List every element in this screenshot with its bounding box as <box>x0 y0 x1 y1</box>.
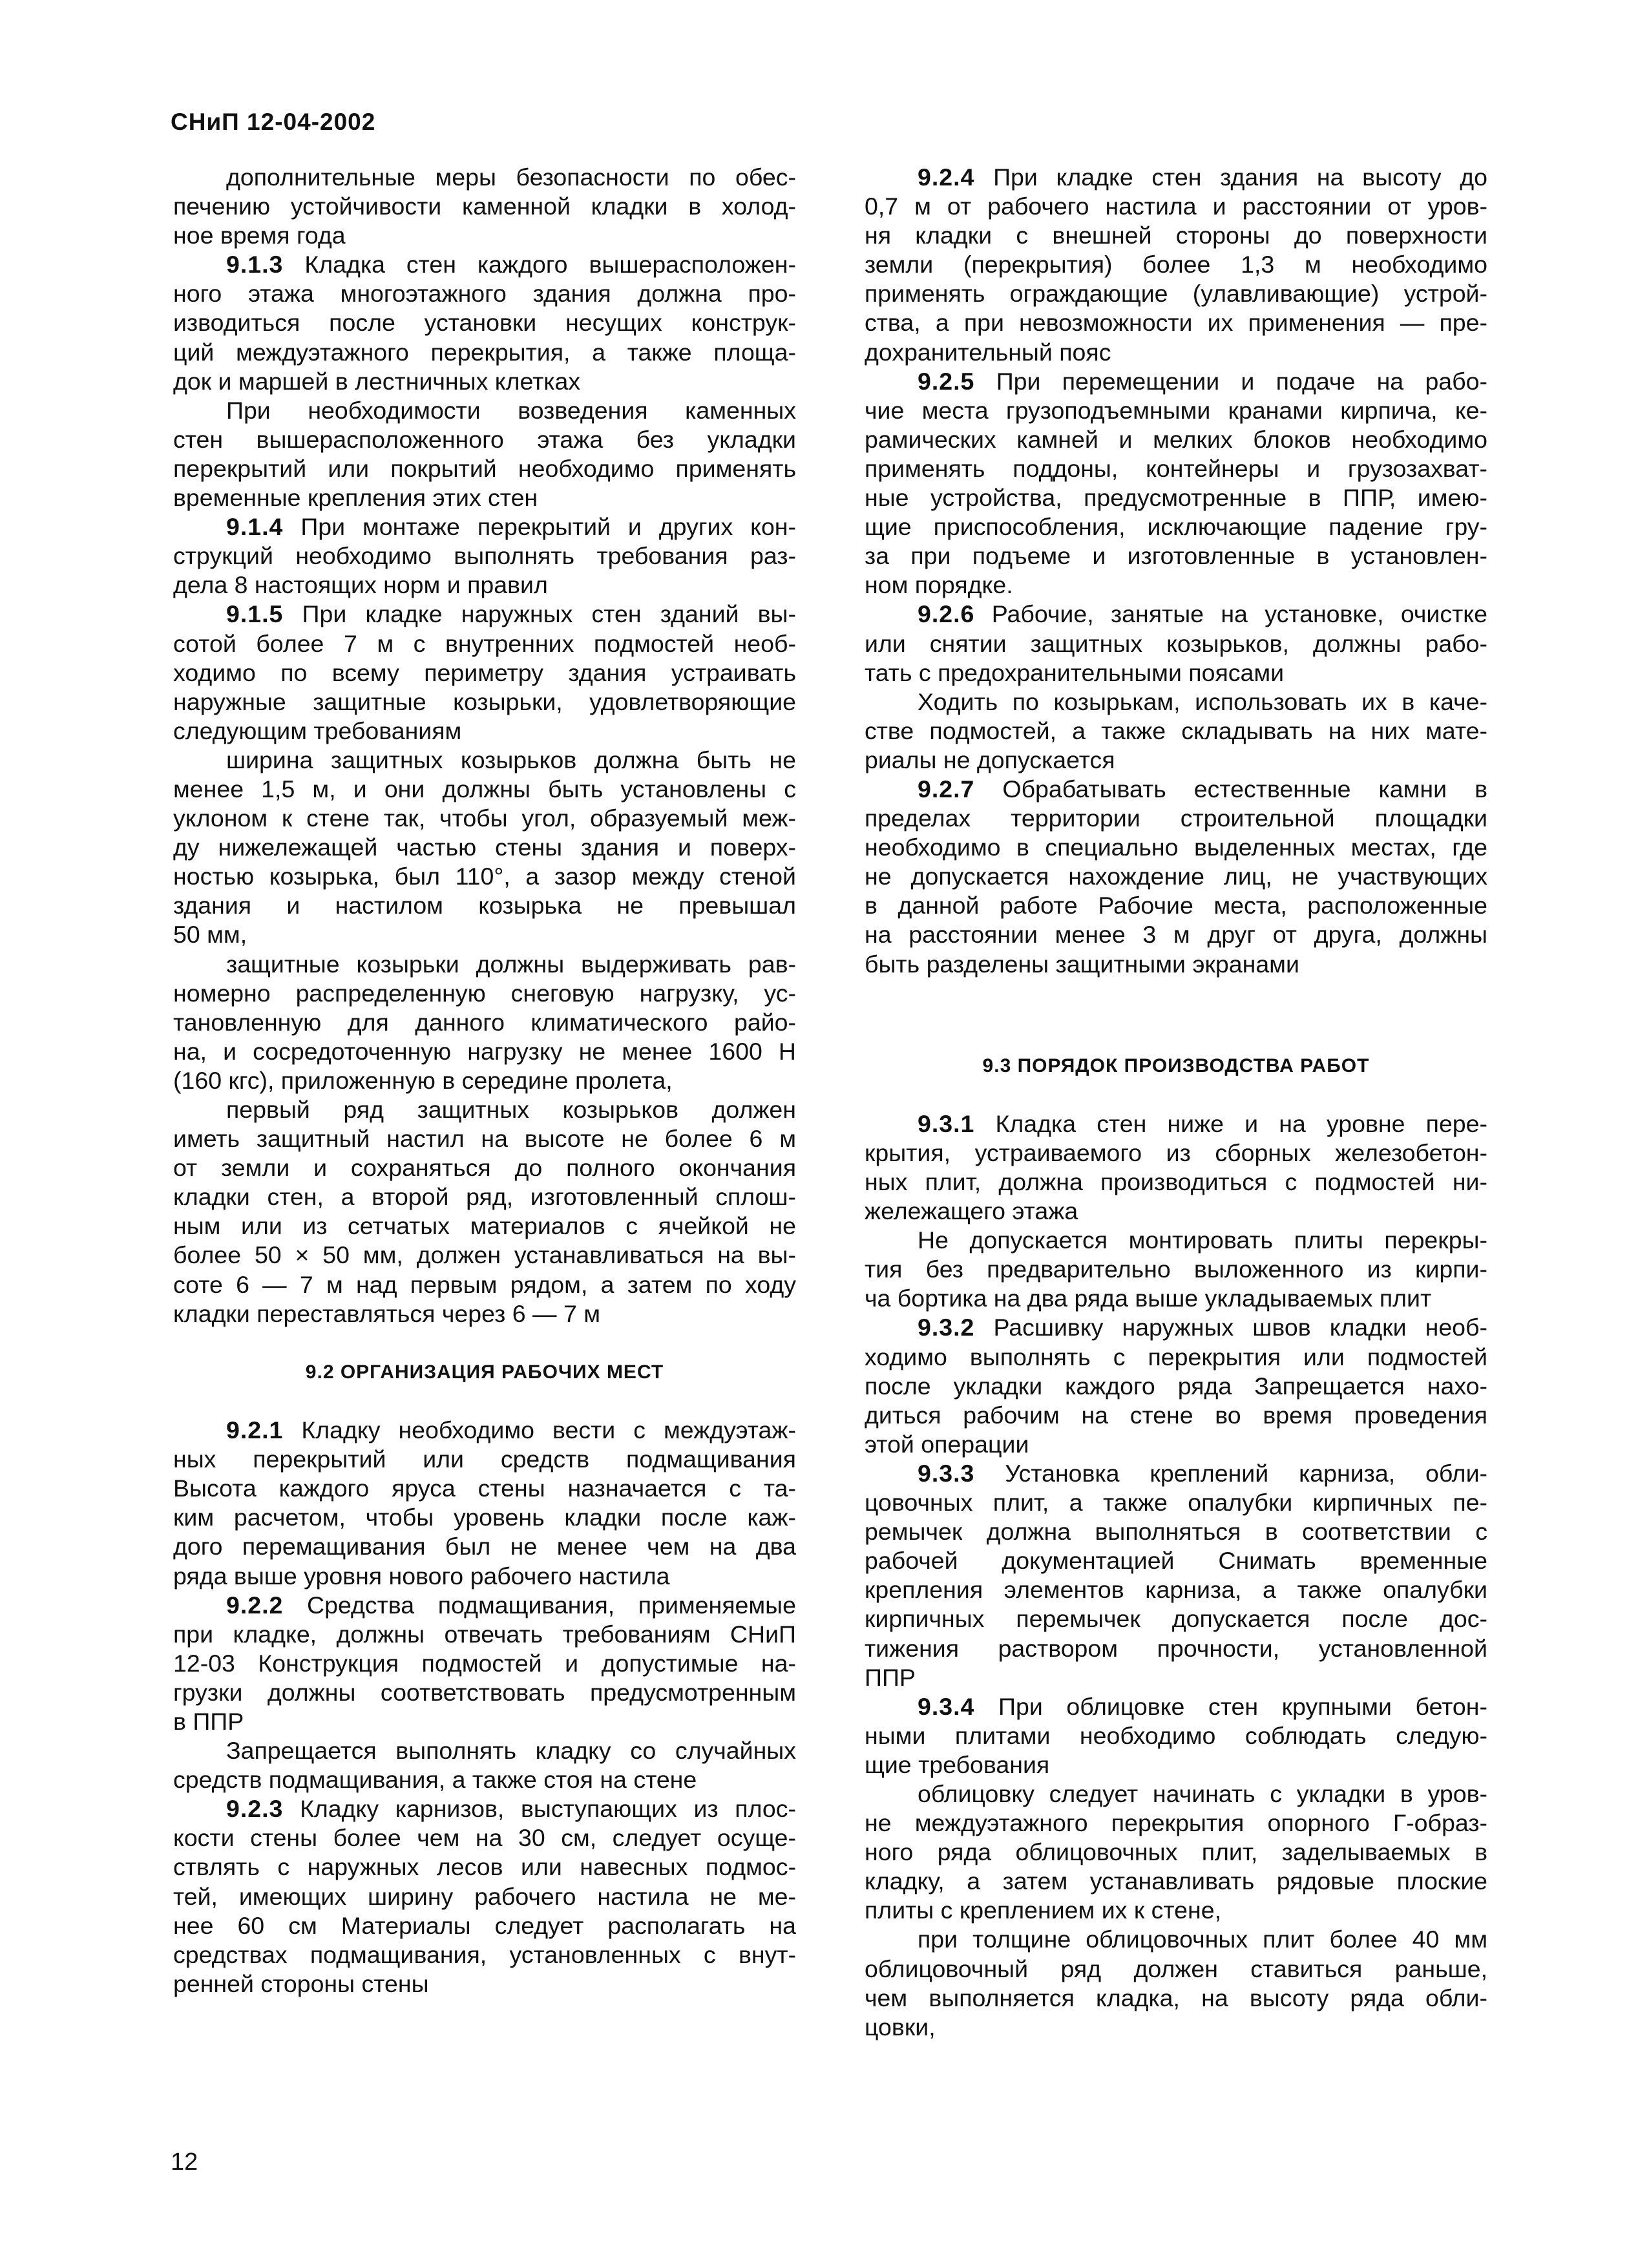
line-text: менее 1,5 м, и они должны быть установлены с <box>173 775 796 803</box>
text-line <box>173 1416 796 1445</box>
line-text: При перемещении и подаче на рабо- <box>974 367 1487 395</box>
text-line <box>865 950 1487 979</box>
text-line <box>173 1153 796 1182</box>
text-line <box>173 1299 796 1328</box>
line-text: цовочных плит, а также опалубки кирпичных пе- <box>865 1489 1487 1517</box>
text-line <box>173 512 796 541</box>
text-line <box>173 1037 796 1066</box>
text-line <box>173 1532 796 1561</box>
text-line <box>865 1896 1487 1925</box>
clause-number: 9.1.4 <box>226 513 284 541</box>
text-line <box>865 454 1487 483</box>
text-line <box>865 717 1487 746</box>
line-text: ных перекрытий или средств подмащивания <box>173 1445 796 1473</box>
text-line <box>865 600 1487 629</box>
text-line <box>173 1678 796 1707</box>
line-text: уклоном к стене так, чтобы угол, образуемый меж- <box>173 804 796 832</box>
line-text: тижения раствором прочности, установленной <box>865 1634 1487 1662</box>
line-text: струкций необходимо выполнять требования раз- <box>173 542 796 570</box>
text-line <box>865 1372 1487 1401</box>
line-text: Кладку необходимо вести с междуэтаж- <box>283 1416 796 1444</box>
line-text: здания и настилом козырька не превышал <box>173 892 796 919</box>
text-line <box>173 833 796 862</box>
clause-number: 9.2.6 <box>918 600 975 628</box>
text-line <box>173 688 796 717</box>
line-text: ду нижележащей частью стены здания и поверх- <box>173 834 796 861</box>
line-text: от земли и сохраняться до полного окончания <box>173 1154 796 1182</box>
text-line <box>173 1882 796 1911</box>
text-line <box>173 1794 796 1823</box>
text-line <box>865 1197 1487 1226</box>
text-line <box>865 396 1487 425</box>
line-text: быть разделены защитными экранами <box>865 950 1299 978</box>
text-line <box>173 1445 796 1474</box>
text-line <box>865 338 1487 367</box>
text-line <box>865 1517 1487 1546</box>
line-text: При необходимости возведения каменных <box>226 396 796 424</box>
text-line <box>173 950 796 979</box>
line-text: дополнительные меры безопасности по обес- <box>226 163 796 191</box>
line-text: ренней стороны стены <box>173 1969 429 1997</box>
text-line <box>865 920 1487 949</box>
line-text: ширина защитных козырьков должна быть не <box>226 746 796 773</box>
line-text: ций междуэтажного перекрытия, а также площа- <box>173 338 796 366</box>
line-text: временные крепления этих стен <box>173 484 538 512</box>
text-line <box>173 571 796 600</box>
line-text: Средства подмащивания, применяемые <box>283 1591 796 1619</box>
line-text: тать с предохранительными поясами <box>865 658 1285 686</box>
text-line <box>865 483 1487 512</box>
text-line <box>865 1430 1487 1459</box>
text-line <box>865 688 1487 717</box>
clause-number: 9.2.7 <box>918 775 975 803</box>
line-text: жележащего этажа <box>865 1197 1078 1225</box>
text-line <box>865 1168 1487 1197</box>
text-line <box>173 1591 796 1620</box>
text-line <box>173 746 796 775</box>
text-line <box>173 308 796 337</box>
line-text: ные устройства, предусмотренные в ППР, имею- <box>865 484 1487 512</box>
section-heading: 9.3 ПОРЯДОК ПРОИЗВОДСТВА РАБОТ <box>982 1055 1370 1076</box>
line-text: док и маршей в лестничных клетках <box>173 367 581 395</box>
text-line <box>865 541 1487 571</box>
line-text: при кладке, должны отвечать требованиям СНиП <box>173 1620 796 1648</box>
text-line <box>865 1401 1487 1430</box>
text-line <box>865 1692 1487 1721</box>
text-line <box>173 1823 796 1853</box>
line-text: изводиться после установки несущих конструк- <box>173 309 796 337</box>
text-line <box>173 1853 796 1882</box>
line-text: ППР <box>865 1663 916 1691</box>
line-text: ходимо выполнять с перекрытия или подмостей <box>865 1343 1487 1370</box>
line-text: на, и сосредоточенную нагрузку не менее 1600 Н <box>173 1037 796 1065</box>
line-text: При кладке наружных стен зданий вы- <box>283 600 796 628</box>
text-line <box>173 163 796 192</box>
text-line <box>173 1969 796 1999</box>
line-text: При облицовке стен крупными бетон- <box>974 1692 1487 1720</box>
text-line <box>865 658 1487 688</box>
clause-number: 9.3.4 <box>918 1692 975 1720</box>
line-text: в ППР <box>173 1707 244 1735</box>
line-text: тей, имеющих ширину рабочего настила не ме- <box>173 1882 796 1910</box>
text-line <box>173 338 796 367</box>
line-text: диться рабочим на стене во время проведения <box>865 1401 1487 1429</box>
line-text: соте 6 — 7 м над первым рядом, а затем по ходу <box>173 1270 796 1298</box>
text-line <box>865 1838 1487 1867</box>
line-text: Кладка стен ниже и на уровне пере- <box>974 1109 1487 1137</box>
line-text: крепления элементов карниза, а также опалубки <box>865 1576 1487 1604</box>
text-line <box>173 1940 796 1969</box>
line-text: ряда выше уровня нового рабочего настила <box>173 1562 670 1590</box>
line-text: При кладке стен здания на высоту до <box>974 163 1487 191</box>
line-text: необходимо в специально выделенных местах, где <box>865 834 1487 861</box>
text-line <box>865 308 1487 337</box>
text-line <box>865 1575 1487 1604</box>
line-text: применять ограждающие (улавливающие) устрой- <box>865 280 1487 308</box>
line-text: Ходить по козырькам, использовать их в каче- <box>918 688 1487 715</box>
text-line <box>865 1226 1487 1255</box>
text-line <box>865 221 1487 250</box>
text-line <box>865 571 1487 600</box>
text-line <box>173 1562 796 1591</box>
line-text: кирпичных перемычек допускается после дос- <box>865 1605 1487 1633</box>
line-text: средств подмащивания, а также стоя на стене <box>173 1766 697 1794</box>
line-text: ностью козырька, был 110°, а зазор между стеной <box>173 863 796 890</box>
text-line <box>865 1750 1487 1780</box>
line-text: ных плит, должна производиться с подмостей ни- <box>865 1168 1487 1195</box>
text-line <box>865 746 1487 775</box>
text-line <box>865 891 1487 920</box>
text-line <box>173 862 796 891</box>
line-text: ном порядке. <box>865 571 1013 599</box>
line-text: ными плитами необходимо соблюдать следую- <box>865 1721 1487 1749</box>
text-line <box>173 192 796 221</box>
line-text: щие приспособления, исключающие падение гру- <box>865 513 1487 541</box>
text-line <box>865 1488 1487 1517</box>
text-line <box>173 979 796 1008</box>
line-text: за при подъеме и изготовленные в установлен- <box>865 542 1487 570</box>
text-line <box>865 1809 1487 1838</box>
line-text: стве подмостей, а также складывать на них мате- <box>865 717 1487 744</box>
text-line <box>865 1721 1487 1750</box>
text-line <box>173 1182 796 1212</box>
line-text: 0,7 м от рабочего настила и расстоянии от уров- <box>865 193 1487 220</box>
text-line <box>173 1124 796 1153</box>
text-line <box>865 1139 1487 1168</box>
line-text: рамических камней и мелких блоков необходимо <box>865 425 1487 453</box>
line-text: перекрытий или покрытий необходимо применять <box>173 454 796 482</box>
page-number: 12 <box>171 2148 198 2176</box>
line-text: на расстоянии менее 3 м друг от друга, должны <box>865 921 1487 949</box>
text-line <box>865 1867 1487 1896</box>
text-line <box>173 221 796 250</box>
text-line <box>173 396 796 425</box>
text-line <box>173 1095 796 1124</box>
text-line <box>865 1343 1487 1372</box>
text-line <box>173 1008 796 1037</box>
line-text: защитные козырьки должны выдерживать рав- <box>226 950 796 978</box>
line-text: плиты с креплением их к стене, <box>865 1896 1222 1924</box>
line-text: цовки, <box>865 2013 936 2041</box>
text-line <box>173 279 796 308</box>
clause-number: 9.1.5 <box>226 600 284 628</box>
line-text: или снятии защитных козырьков, должны рабо- <box>865 629 1487 657</box>
line-text: дела 8 настоящих норм и правил <box>173 571 548 599</box>
line-text: чие места грузоподъемными кранами кирпича, ке- <box>865 396 1487 424</box>
text-line <box>865 1780 1487 1809</box>
line-text: ремычек должна выполняться в соответствии с <box>865 1518 1487 1546</box>
line-text: Не допускается монтировать плиты перекры- <box>918 1226 1487 1254</box>
line-text: тия без предварительно выложенного из кирпи- <box>865 1255 1487 1283</box>
left-column <box>173 163 796 1999</box>
line-text: Обрабатывать естественные камни в <box>974 775 1487 803</box>
text-line <box>173 1707 796 1736</box>
text-line <box>865 1109 1487 1139</box>
spacer <box>865 979 1487 1051</box>
text-line <box>173 454 796 483</box>
line-text: более 50 × 50 мм, должен устанавливаться на вы- <box>173 1241 796 1269</box>
text-line <box>173 1765 796 1794</box>
line-text: наружные защитные козырьки, удовлетворяющие <box>173 688 796 715</box>
text-line <box>865 1663 1487 1692</box>
line-text: иметь защитный настил на высоте не более 6 м <box>173 1125 796 1153</box>
clause-number: 9.3.1 <box>918 1109 975 1137</box>
line-text: Расшивку наружных швов кладки необ- <box>974 1314 1487 1341</box>
line-text: ное время года <box>173 222 346 249</box>
text-line <box>173 1066 796 1095</box>
text-line <box>173 920 796 949</box>
clause-number: 9.3.2 <box>918 1314 975 1341</box>
text-line <box>173 250 796 279</box>
line-text: Кладку карнизов, выступающих из плос- <box>283 1795 796 1823</box>
text-line <box>865 367 1487 396</box>
clause-number: 9.3.3 <box>918 1459 975 1487</box>
line-text: нее 60 см Материалы следует располагать на <box>173 1911 796 1939</box>
text-line <box>865 862 1487 891</box>
line-text: облицовочный ряд должен ставиться раньше, <box>865 1955 1487 1982</box>
line-text: Установка креплений карниза, обли- <box>974 1459 1487 1487</box>
line-text: грузки должны соответствовать предусмотренным <box>173 1678 796 1706</box>
line-text: не допускается нахождение лиц, не участвующих <box>865 863 1487 890</box>
text-line <box>865 1313 1487 1342</box>
line-text: рабочей документацией Снимать временные <box>865 1547 1487 1575</box>
line-text: (160 кгс), приложенную в середине пролета, <box>173 1066 673 1094</box>
line-text: этой операции <box>865 1430 1029 1458</box>
text-line <box>173 541 796 571</box>
text-line <box>865 425 1487 454</box>
text-line <box>173 775 796 804</box>
text-line <box>173 1649 796 1678</box>
spacer <box>865 1080 1487 1109</box>
line-text: ча бортика на два ряда выше укладываемых плит <box>865 1285 1432 1312</box>
line-text: ходимо по всему периметру здания устраивать <box>173 658 796 686</box>
line-text: Высота каждого яруса стены назначается с та- <box>173 1475 796 1502</box>
text-line <box>865 1634 1487 1663</box>
text-line <box>173 1736 796 1765</box>
line-text: чем выполняется кладка, на высоту ряда обли- <box>865 1984 1487 2011</box>
line-text: риалы не допускается <box>865 746 1115 773</box>
text-line <box>173 1503 796 1532</box>
line-text: ного этажа многоэтажного здания должна про- <box>173 280 796 308</box>
text-line <box>865 804 1487 833</box>
clause-number: 9.2.2 <box>226 1591 284 1619</box>
text-line <box>865 1604 1487 1633</box>
text-line <box>173 1241 796 1270</box>
line-text: 12-03 Конструкция подмостей и допустимые на- <box>173 1649 796 1677</box>
text-line <box>173 891 796 920</box>
text-line <box>865 629 1487 658</box>
text-line <box>865 1925 1487 1954</box>
line-text: следующим требованиям <box>173 717 462 744</box>
line-text: Запрещается выполнять кладку со случайных <box>226 1737 796 1765</box>
line-text: земли (перекрытия) более 1,3 м необходимо <box>865 251 1487 278</box>
line-text: в данной работе Рабочие места, расположенные <box>865 892 1487 919</box>
clause-number: 9.2.5 <box>918 367 975 395</box>
line-text: первый ряд защитных козырьков должен <box>226 1096 796 1123</box>
line-text: сотой более 7 м с внутренних подмостей необ- <box>173 629 796 657</box>
line-text: ства, а при невозможности их применения — пре- <box>865 309 1487 337</box>
line-text: кладки переставляться через 6 — 7 м <box>173 1299 601 1327</box>
text-line <box>865 1284 1487 1313</box>
line-text: облицовку следует начинать с укладки в уров- <box>918 1780 1487 1807</box>
line-text: Кладка стен каждого вышерасположен- <box>283 251 796 278</box>
line-text: стен вышерасположенного этажа без укладки <box>173 425 796 453</box>
line-text: Рабочие, занятые на установке, очистке <box>974 600 1487 628</box>
text-line <box>173 1270 796 1299</box>
line-text: после укладки каждого ряда Запрещается нахо- <box>865 1372 1487 1400</box>
line-text: дого перемащивания был не менее чем на два <box>173 1533 796 1560</box>
text-line <box>865 2013 1487 2042</box>
clause-number: 9.1.3 <box>226 251 284 278</box>
line-text: не междуэтажного перекрытия опорного Г-образ- <box>865 1809 1487 1837</box>
line-text: пределах территории строительной площадки <box>865 804 1487 832</box>
line-text: применять поддоны, контейнеры и грузозахват- <box>865 454 1487 482</box>
line-text: кладки стен, а второй ряд, изготовленный сплош- <box>173 1183 796 1211</box>
text-line <box>173 600 796 629</box>
text-line <box>865 1255 1487 1284</box>
text-line <box>865 512 1487 541</box>
spacer <box>173 1328 796 1358</box>
section-heading: 9.2 ОРГАНИЗАЦИЯ РАБОЧИХ МЕСТ <box>305 1361 664 1383</box>
line-text: печению устойчивости каменной кладки в холод- <box>173 193 796 220</box>
spacer <box>173 1387 796 1416</box>
line-text: при толщине облицовочных плит более 40 мм <box>918 1926 1487 1953</box>
line-text: 50 мм, <box>173 921 247 949</box>
text-line <box>865 1984 1487 2013</box>
text-line <box>173 658 796 688</box>
text-line <box>173 1620 796 1649</box>
text-line <box>173 1911 796 1940</box>
text-line <box>865 1459 1487 1488</box>
text-line <box>865 163 1487 192</box>
clause-number: 9.2.3 <box>226 1795 284 1823</box>
text-line <box>173 1474 796 1503</box>
text-line <box>173 717 796 746</box>
line-text: кладку, а затем устанавливать рядовые плоские <box>865 1867 1487 1895</box>
document-header: СНиП 12-04-2002 <box>171 109 376 135</box>
line-text: При монтаже перекрытий и других кон- <box>283 513 796 541</box>
right-column <box>865 163 1487 2042</box>
line-text: ного ряда облицовочных плит, заделываемых в <box>865 1838 1487 1866</box>
line-text: кости стены более чем на 30 см, следует осуще- <box>173 1824 796 1852</box>
text-line <box>865 250 1487 279</box>
line-text: тановленную для данного климатического райо- <box>173 1008 796 1036</box>
text-line <box>173 425 796 454</box>
text-line <box>173 1212 796 1241</box>
line-text: ня кладки с внешней стороны до поверхности <box>865 222 1487 249</box>
clause-number: 9.2.1 <box>226 1416 284 1444</box>
text-line <box>865 279 1487 308</box>
line-text: дохранительный пояс <box>865 338 1111 366</box>
text-line <box>173 483 796 512</box>
text-line <box>865 1546 1487 1575</box>
clause-number: 9.2.4 <box>918 163 975 191</box>
text-line <box>865 192 1487 221</box>
text-line <box>865 775 1487 804</box>
line-text: крытия, устраиваемого из сборных железобетон- <box>865 1139 1487 1166</box>
line-text: средствах подмащивания, установленных с внут- <box>173 1940 796 1968</box>
line-text: щие требования <box>865 1750 1050 1778</box>
line-text: ным или из сетчатых материалов с ячейкой не <box>173 1212 796 1240</box>
line-text: ким расчетом, чтобы уровень кладки после каж- <box>173 1504 796 1531</box>
text-line <box>173 367 796 396</box>
text-line <box>173 629 796 658</box>
text-line <box>173 804 796 833</box>
line-text: номерно распределенную снеговую нагрузку, ус- <box>173 979 796 1007</box>
line-text: ствлять с наружных лесов или навесных подмос- <box>173 1853 796 1881</box>
text-line <box>865 1955 1487 1984</box>
text-line <box>865 833 1487 862</box>
